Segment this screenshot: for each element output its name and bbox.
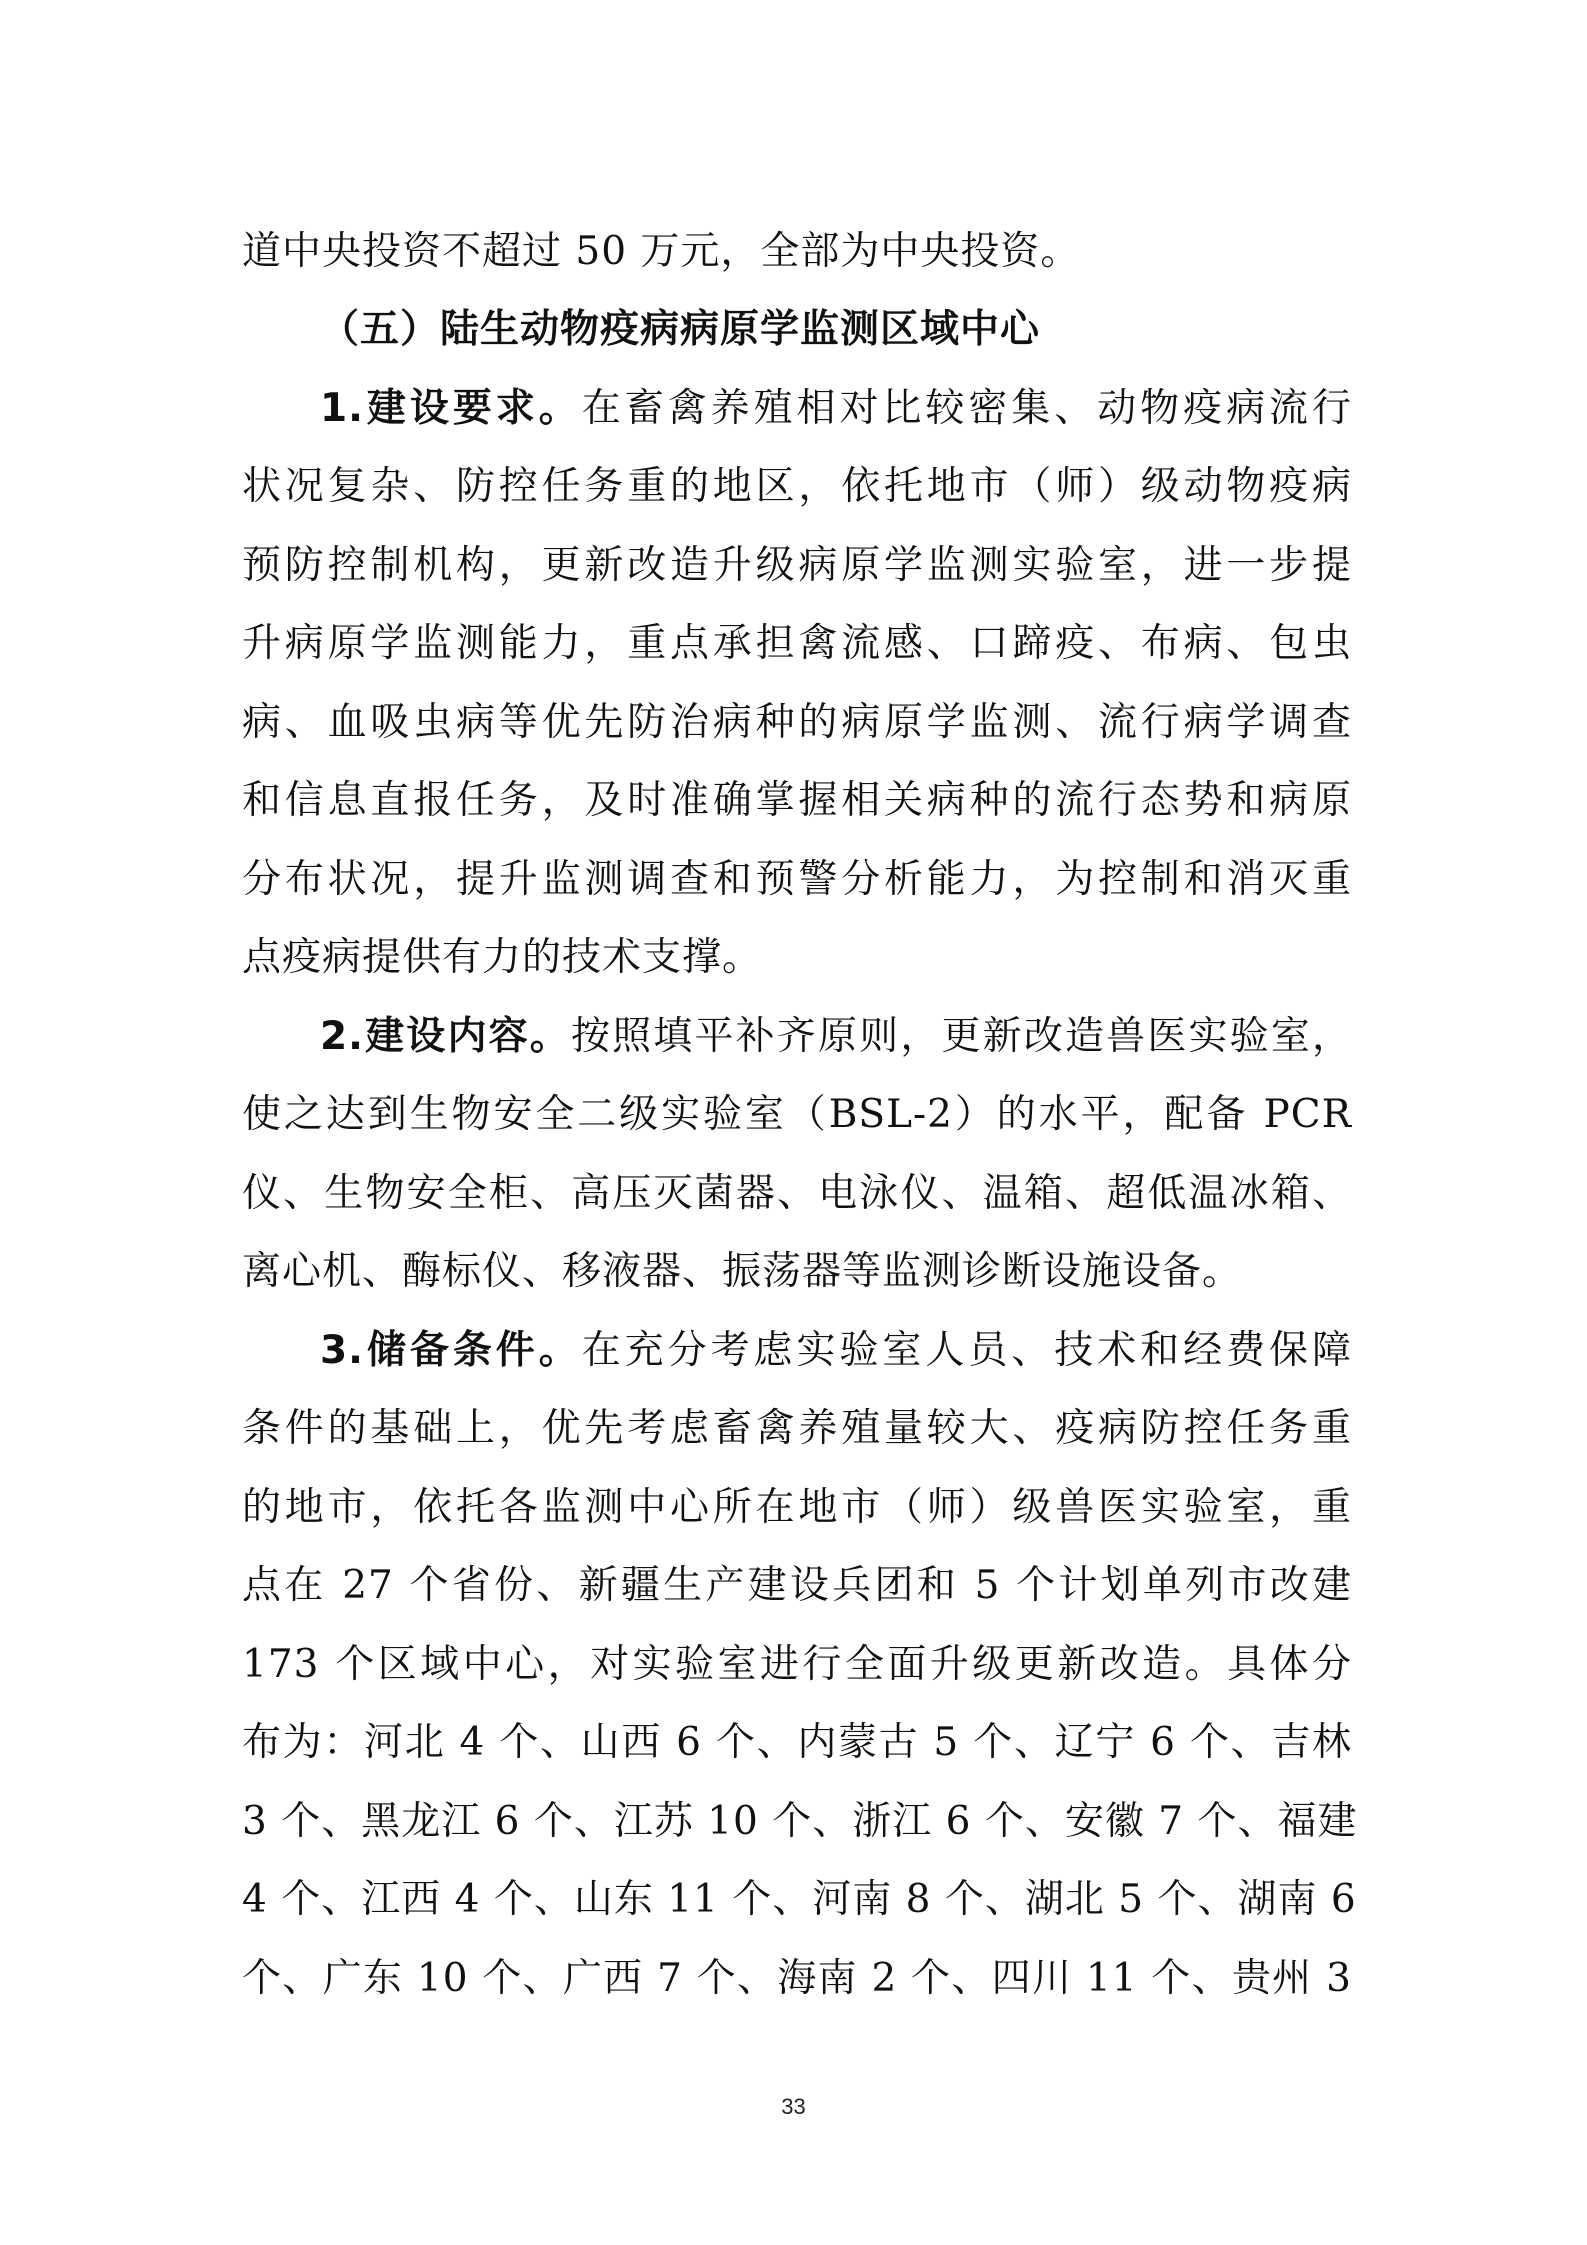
paragraph-line: 病、血吸虫病等优先防治病种的病原学监测、流行病学调查	[242, 700, 1352, 745]
paragraph-line: 升病原学监测能力，重点承担禽流感、口蹄疫、布病、包虫	[242, 621, 1352, 666]
paragraph-line: 3.储备条件。在充分考虑实验室人员、技术和经费保障	[320, 1328, 1352, 1373]
paragraph-line: 状况复杂、防控任务重的地区，依托地市（师）级动物疫病	[242, 464, 1352, 509]
paragraph-line: 和信息直报任务，及时准确掌握相关病种的流行态势和病原	[242, 778, 1352, 823]
section-heading: （五）陆生动物疫病病原学监测区域中心	[320, 307, 1041, 352]
paragraph-line: 预防控制机构，更新改造升级病原学监测实验室，进一步提	[242, 543, 1352, 588]
paragraph-line: 离心机、酶标仪、移液器、振荡器等监测诊断设施设备。	[242, 1249, 1243, 1294]
paragraph-line: 使之达到生物安全二级实验室（BSL-2）的水平，配备 PCR	[242, 1092, 1352, 1137]
paragraph-line: 分布状况，提升监测调查和预警分析能力，为控制和消灭重	[242, 857, 1352, 902]
paragraph-line: 4 个、江西 4 个、山东 11 个、河南 8 个、湖北 5 个、湖南 6	[242, 1877, 1357, 1922]
paragraph-line: 仪、生物安全柜、高压灭菌器、电泳仪、温箱、超低温冰箱、	[242, 1171, 1352, 1216]
paragraph-line: 条件的基础上，优先考虑畜禽养殖量较大、疫病防控任务重	[242, 1406, 1352, 1451]
paragraph-line: 的地市，依托各监测中心所在地市（师）级兽医实验室，重	[242, 1485, 1352, 1530]
paragraph-line: 点疫病提供有力的技术支撑。	[242, 935, 763, 980]
paragraph-line: 个、广东 10 个、广西 7 个、海南 2 个、四川 11 个、贵州 3	[242, 1956, 1352, 2001]
paragraph-line: 3 个、黑龙江 6 个、江苏 10 个、浙江 6 个、安徽 7 个、福建	[242, 1799, 1358, 1844]
paragraph-line: 点在 27 个省份、新疆生产建设兵团和 5 个计划单列市改建	[242, 1563, 1352, 1608]
subsection-title: 2.建设内容。	[320, 1014, 571, 1059]
paragraph-line: 2.建设内容。按照填平补齐原则，更新改造兽医实验室，	[320, 1014, 1352, 1059]
subsection-title: 3.储备条件。	[320, 1328, 582, 1373]
paragraph-line: 布为：河北 4 个、山西 6 个、内蒙古 5 个、辽宁 6 个、吉林	[242, 1720, 1352, 1765]
subsection-title: 1.建设要求。	[320, 386, 582, 431]
paragraph-line: 道中央投资不超过 50 万元，全部为中央投资。	[242, 229, 1081, 274]
paragraph-line: 1.建设要求。在畜禽养殖相对比较密集、动物疫病流行	[320, 386, 1352, 431]
page-number: 33	[781, 2094, 806, 2119]
paragraph-line: 173 个区域中心，对实验室进行全面升级更新改造。具体分	[242, 1642, 1352, 1687]
